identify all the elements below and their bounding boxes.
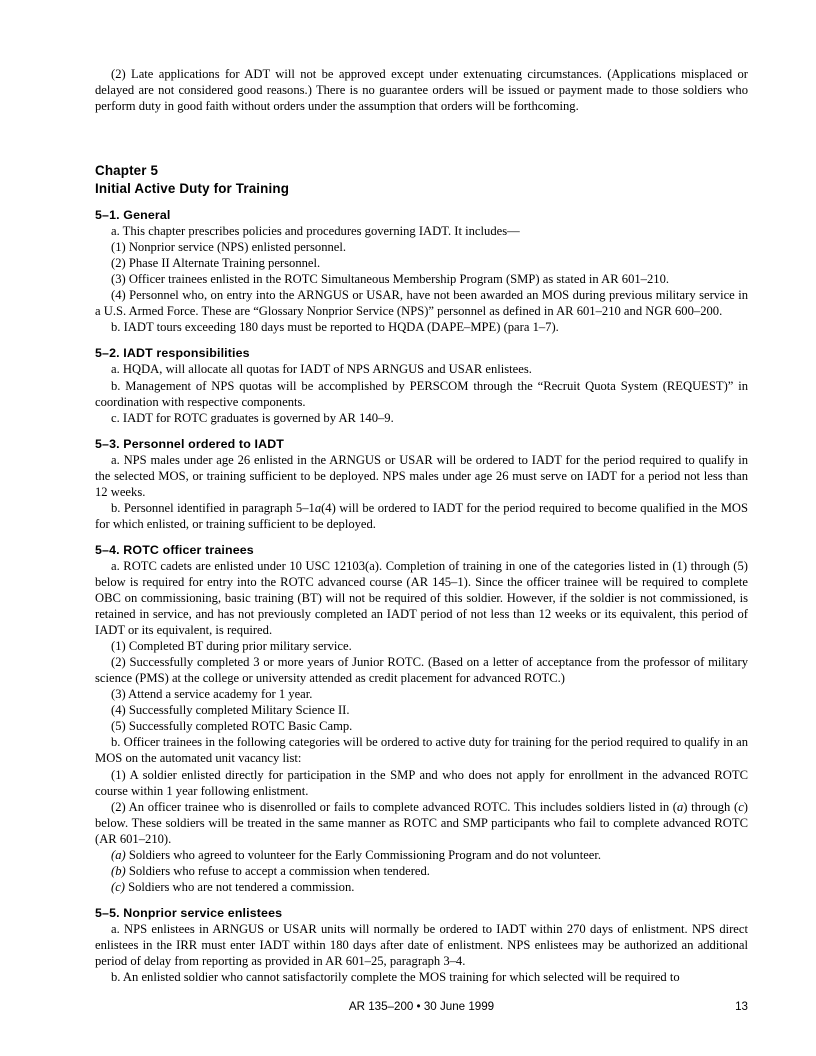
paragraph-5-4-b-2-b-marker: (b): [111, 863, 126, 878]
intro-paragraph: (2) Late applications for ADT will not be approved except under extenuating circumstances. (Applications misplaced or delayed are not considered good reasons.) There is no guarantee orders will be issued or payment made to those soldiers who perform duty in good faith without orders under the assumption that orders will be forthcoming.: [95, 67, 748, 114]
paragraph-5-2-c: c. IADT for ROTC graduates is governed by AR 140–9.: [111, 410, 394, 425]
spacer: [95, 197, 748, 207]
section-heading-5-2: 5–2. IADT responsibilities: [95, 346, 250, 361]
footer-citation: AR 135–200 • 30 June 1999: [348, 1000, 495, 1013]
spacer: [95, 895, 748, 905]
footer-page-number: 13: [735, 1000, 748, 1013]
page-footer: [95, 1000, 748, 1018]
paragraph-5-4-b-2-text-3: ) below. These soldiers will be treated in the same manner as ROTC and SMP participants who fail to complete advanced ROTC (AR 601–210).: [95, 799, 748, 846]
paragraph-5-4-b-2-a: [95, 847, 748, 863]
paragraph-5-4-a-5: (5) Successfully completed ROTC Basic Camp.: [111, 719, 353, 734]
paragraph-5-4-b-2-b: [95, 863, 748, 879]
paragraph-5-4-b-2-text-2: ) through (: [683, 799, 739, 814]
paragraph-5-4-a-1: (1) Completed BT during prior military service.: [111, 639, 352, 654]
paragraph-5-1-a-4: (4) Personnel who, on entry into the ARNGUS or USAR, have not been awarded an MOS during previous military service in a U.S. Armed Force. These are “Glossary Nonprior Service (NPS)” personnel as defined in AR 601–210 and NGR 600–200.: [95, 288, 748, 319]
paragraph-5-4-b: b. Officer trainees in the following categories will be ordered to active duty for training for the period required to qualify in an MOS on the automated unit vacancy list:: [95, 735, 748, 766]
paragraph-5-1-a-2: (2) Phase II Alternate Training personnel.: [111, 256, 321, 271]
paragraph-5-1-a: a. This chapter prescribes policies and procedures governing IADT. It includes—: [111, 224, 520, 239]
paragraph-5-4-b-2-a-text: Soldiers who agreed to volunteer for the Early Commissioning Program and do not volunteer.: [125, 847, 602, 862]
paragraph-5-4-a-4: (4) Successfully completed Military Science II.: [111, 703, 350, 718]
section-heading-5-4: 5–4. ROTC officer trainees: [95, 542, 254, 557]
paragraph-5-2-b: b. Management of NPS quotas will be accomplished by PERSCOM through the “Recruit Quota System (REQUEST)” in coordination with respective components.: [95, 378, 748, 409]
paragraph-5-4-b-2-c-text: Soldiers who are not tendered a commission.: [124, 879, 355, 894]
paragraph-5-3-b-italic: a: [314, 500, 322, 515]
paragraph-5-4-b-2-c: [95, 879, 748, 895]
paragraph-5-3-b-text-1: b. Personnel identified in paragraph 5–1: [111, 500, 315, 515]
paragraph-5-4-b-2-b-text: Soldiers who refuse to accept a commission when tendered.: [125, 863, 430, 878]
paragraph-5-5-a: a. NPS enlistees in ARNGUS or USAR units will normally be ordered to IADT within 270 days of enlistment. NPS direct enlistees in the IRR must enter IADT within 180 days after date of enlistment. NPS enlistees may be authorized an additional period of delay from reporting as provided in AR 601–25, paragraph 3–4.: [95, 921, 748, 968]
paragraph-5-4-a-3: (3) Attend a service academy for 1 year.: [111, 687, 313, 702]
paragraph-5-4-b-2-c-marker: (c): [111, 879, 125, 894]
section-heading-5-5: 5–5. Nonprior service enlistees: [95, 905, 283, 920]
section-heading-5-1: 5–1. General: [95, 208, 171, 223]
paragraph-5-1-b: b. IADT tours exceeding 180 days must be reported to HQDA (DAPE–MPE) (para 1–7).: [111, 320, 559, 335]
paragraph-5-4-b-2-italic-c: c: [738, 799, 744, 814]
spacer: [95, 114, 748, 162]
paragraph-5-3-b-text-2: (4) will be ordered to IADT for the period required to become qualified in the MOS for which enlisted, or training sufficient to be deployed.: [95, 500, 748, 531]
paragraph-5-4-b-2-text-1: (2) An officer trainee who is disenrolled or fails to complete advanced ROTC. This includes soldiers listed in (: [111, 799, 677, 814]
section-heading-5-3: 5–3. Personnel ordered to IADT: [95, 436, 285, 451]
paragraph-5-4-b-2-a-marker: (a): [111, 847, 126, 862]
paragraph-5-4-a: a. ROTC cadets are enlisted under 10 USC 12103(a). Completion of training in one of the categories listed in (1) through (5) below is required for entry into the ROTC advanced course (AR 145–1). Since the officer trainee will be required to complete OBC on commissioning, basic training (BT) will not be required of this soldier. However, if the soldier is not commissioned, is retained in service, and has not previously completed an IADT period of not less than 12 weeks or its equivalent, this period of IADT or its equivalent, is required.: [95, 558, 748, 638]
paragraph-5-4-b-1: (1) A soldier enlisted directly for participation in the SMP and who does not apply for enrollment in the advanced ROTC course within 1 year following enlistment.: [95, 767, 748, 798]
paragraph-5-3-a: a. NPS males under age 26 enlisted in the ARNGUS or USAR will be ordered to IADT for the period required to qualify in the selected MOS, or training sufficient to be deployed. NPS males under age 26 must serve on IADT for a period not less than 12 weeks.: [95, 452, 748, 499]
chapter-number: Chapter 5: [95, 163, 159, 179]
paragraph-5-4-b-2: [95, 799, 748, 847]
paragraph-5-4-a-2: (2) Successfully completed 3 or more years of Junior ROTC. (Based on a letter of acceptance from the professor of military science (PMS) at the college or university attended as credit placement for advanced ROTC.): [95, 655, 748, 686]
page-content: [95, 66, 748, 985]
spacer: [95, 532, 748, 542]
paragraph-5-4-b-2-italic-a: a: [677, 799, 684, 814]
paragraph-5-5-b: b. An enlisted soldier who cannot satisfactorily complete the MOS training for which selected will be required to: [111, 970, 680, 985]
chapter-title: Initial Active Duty for Training: [95, 180, 290, 196]
spacer: [95, 426, 748, 436]
paragraph-5-2-a: a. HQDA, will allocate all quotas for IADT of NPS ARNGUS and USAR enlistees.: [111, 362, 532, 377]
spacer: [95, 335, 748, 345]
paragraph-5-1-a-1: (1) Nonprior service (NPS) enlisted personnel.: [111, 240, 347, 255]
paragraph-5-3-b: [95, 500, 748, 532]
paragraph-5-1-a-3: (3) Officer trainees enlisted in the ROTC Simultaneous Membership Program (SMP) as stated in AR 601–210.: [111, 272, 670, 287]
